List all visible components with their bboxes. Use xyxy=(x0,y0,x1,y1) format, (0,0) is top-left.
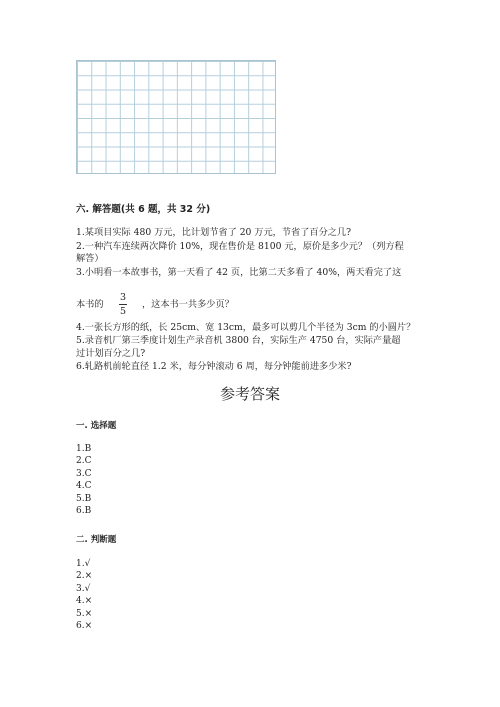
answer-grid xyxy=(76,60,276,174)
question-3-cont-pre: 本书的 xyxy=(76,299,104,310)
fraction-bar xyxy=(119,304,127,305)
question-5-cont: 过计划百分之几? xyxy=(76,348,146,359)
answer-item: 5.B xyxy=(76,493,92,504)
answer-key-title: 参考答案 xyxy=(219,385,280,403)
answer-item: 1.√ xyxy=(76,559,91,569)
answer-list-2 xyxy=(76,558,92,632)
question-4: 4.一张长方形的纸，长 25cm、宽 13cm，最多可以剪几个半径为 3cm 的小圆片？ xyxy=(76,322,416,333)
answer-item: 6.B xyxy=(76,506,92,517)
section-title: 六. 解答题(共 6 题，共 32 分) xyxy=(76,204,211,215)
question-3: 3.小明看一本故事书，第一天看了 42 页，比第二天多看了 40%，两天看完了这 xyxy=(76,267,402,278)
fraction-numerator: 3 xyxy=(119,292,127,303)
question-3-cont-post: ，这本书一共多少页？ xyxy=(142,299,234,310)
answer-item: 5.× xyxy=(76,608,93,619)
question-5: 5.录音机厂第三季度计划生产录音机 3800 台，实际生产 4750 台，实际产量超 xyxy=(76,335,401,346)
answer-item: 3.C xyxy=(76,468,92,479)
answer-item: 6.× xyxy=(76,621,93,632)
answer-list-1 xyxy=(76,443,91,517)
answer-item: 2.C xyxy=(76,456,92,467)
part1-title: 一. 选择题 xyxy=(76,421,117,431)
part2-title: 二. 判断题 xyxy=(76,535,117,545)
answer-item: 3.√ xyxy=(76,583,91,594)
answer-item: 1.B xyxy=(76,444,92,454)
answer-item: 2.× xyxy=(76,571,93,582)
fraction-denominator: 5 xyxy=(119,306,127,317)
fraction xyxy=(118,292,128,317)
answer-item: 4.× xyxy=(76,596,93,607)
question-1: 1.某项目实际 480 万元，比计划节省了 20 万元，节省了百分之几? xyxy=(76,227,352,238)
question-6: 6.轧路机前轮直径 1.2 米，每分钟滚动 6 周，每分钟能前进多少米? xyxy=(76,361,352,372)
answer-item: 4.C xyxy=(76,481,92,492)
question-2-cont: 解答） xyxy=(76,253,104,264)
question-2: 2.一种汽车连续两次降价 10%，现在售价是 8100 元，原价是多少元？（列方程 xyxy=(76,241,404,252)
